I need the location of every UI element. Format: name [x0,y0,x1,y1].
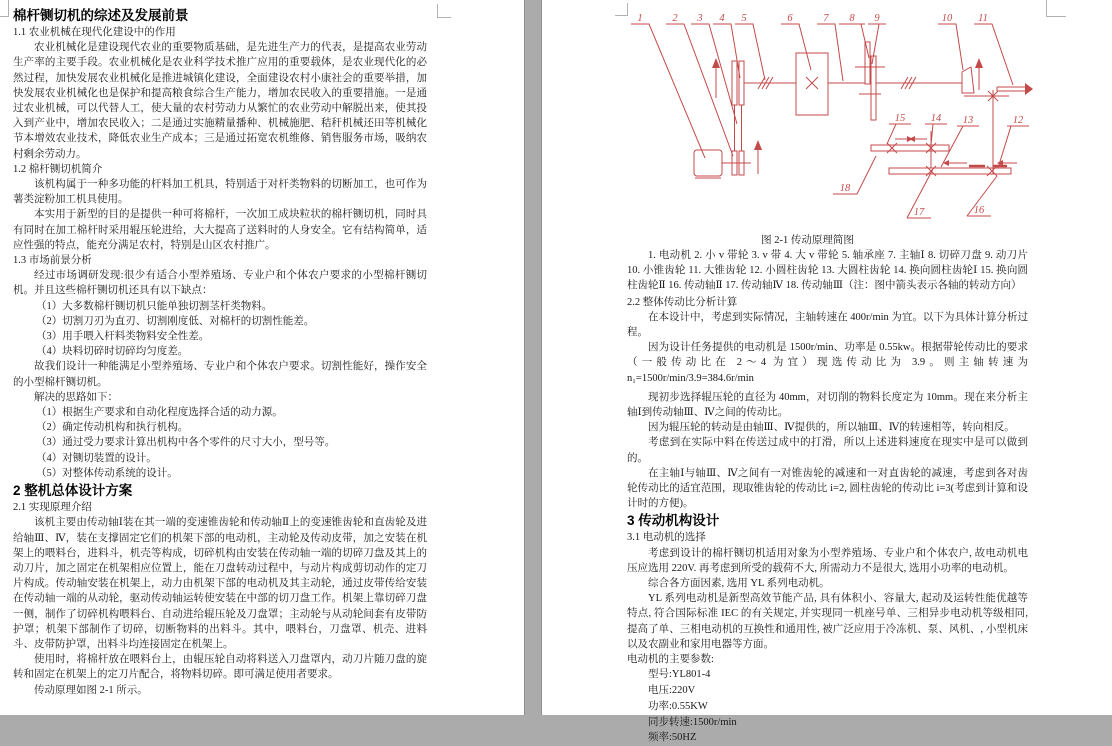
part-label: 17 [913,207,925,218]
list-item: （5）对整体传动系统的设计。 [36,467,178,479]
section-heading: 2.1 实现原理介绍 [13,502,92,514]
part-label: 6 [787,13,793,24]
motor-params-heading: 电动机的主要参数: [627,654,714,666]
spec-voltage: 电压:220V [648,685,696,697]
page-gap [524,0,542,715]
transmission-diagram [619,6,1061,233]
chapter-1-heading: 棉杆铡切机的综述及发展前景 [13,8,189,23]
spec-frequency: 频率:50HZ [648,732,697,744]
part-label: 18 [839,183,851,194]
chapter-3-heading: 3 传动机构设计 [627,513,720,529]
figure-arrowheads [712,58,1033,166]
spec-model: 型号:YL801-4 [648,669,711,681]
part-label: 3 [697,13,703,24]
paragraph: 使用时，将棉杆放在喂料台上，由辊压轮自动将料送入刀盘罩内，动刀片随刀盘的旋转和固定在机架上的定刀片配合，将物料切碎。即可满足使用者要求。 [13,654,427,681]
part-label: 8 [849,13,855,24]
list-item: （4）块料切碎时切碎均匀度差。 [36,346,189,358]
section-heading: 1.3 市场前景分析 [13,255,92,267]
part-label: 1 [637,13,643,24]
section-heading: 1.1 农业机械在现代化建设中的作用 [13,27,176,38]
paragraph: 因为辊压轮的转动是由轴Ⅲ、Ⅳ提供的，所以轴Ⅲ、Ⅳ的转速相等，转向相反。 [648,422,1015,434]
part-label: 15 [894,113,906,124]
part-label: 11 [978,13,988,24]
text-boundary-mark [0,0,9,17]
document-page-right[interactable] [542,0,1112,744]
paragraph: 考虑到设计的棉杆铡切机适用对象为小型养殖场、专业户和个体农户, 故电动机电压应选用 220V. 再考虑到所受的载荷不大, 所需动力不是很大, 选用小功率的电动机。 [627,547,1028,574]
list-item: （1）大多数棉杆铡切机只能单独切割茎杆类物料。 [36,300,273,312]
paragraph: 现初步选择辊压轮的直径为 40mm，对切削的物料长度定为 10mm。现在来分析主轴Ⅰ到传动轴Ⅲ、Ⅳ之间的传动比。 [627,391,1028,419]
part-label: 12 [1012,115,1024,126]
list-item: （2）确定传动机构和执行机构。 [36,422,189,434]
part-label: 10 [941,13,953,24]
figure-legend: 1. 电动机 2. 小 v 带轮 3. v 带 4. 大 v 带轮 5. 轴承座 7. 主轴Ⅰ 8. 切碎刀盘 9. 动刀片 10. 小锥齿轮 11. 大锥齿轮 12. 小圆柱齿轮 13. 大圆柱齿轮 14. 换向圆柱齿轮Ⅰ 15. 换向圆柱齿轮Ⅱ 16. 传动轴Ⅱ 17. 传动轴Ⅳ 18. 传动轴Ⅲ（注：图中箭头表示各轴的转动方向） [627,250,1028,292]
list-item: （4）对铡切装置的设计。 [36,452,157,464]
part-label: 4 [719,13,725,24]
paragraph: 综合各方面因素, 选用 YL 系列电动机。 [648,578,830,590]
paragraph-with-formula: 因为设计任务提供的电动机是 1500r/min、功率是 0.55kw。根据带轮传动比的要求（一般传动比在 2～4 为宜）现选传动比为 3.9。则主轴转速为 n₁=1500r/min/3.9=384.6r/min [627,342,1028,384]
list-item: （3）用手喂入杆料类物料安全性差。 [36,331,210,343]
section-heading: 2.2 整体传动比分析计算 [627,296,738,308]
paragraph: 农业机械化是建设现代农业的重要物质基础，是先进生产力的代表，是提高农业劳动生产率的主要手段。农业机械化是农业科学技术推广应用的重要载体，是农业现代化的必然过程，加快发展农业机械化是推进城镇化建设，全面建设农村小康社会的重要举措，加快发展农业机械化也是保护和提高粮食综合生产能力，增加农民收入的重要措施。一是通过农业机械，可以代替人工，使大量的农村劳动力从繁忙的农业劳动中解脱出来，使其投入到产业中，增加农民收入；二是通过实施精量播种、机械施肥、秸秆机械还田等机械化节本增效农业技术，降低农业生产成本；三是通过拓宽农机维修、销售服务市场，吸纳农村剩余劳动力。 [13,42,427,160]
figure-2-1 [619,6,1061,233]
part-label: 16 [973,205,985,216]
paragraph: YL 系列电动机是新型高效节能产品, 具有体积小、容量大, 起动及运转性能优越等特点, 符合国际标准 IEC 的有关规定, 并实现同一机座号单、三相异步电动机等级相同, 提高了单、三相电动机的互换性和通用性, 被广泛应用于冷冻机、泵、风机、, 小型机床以及农副业和家用电器等方面。 [627,593,1028,650]
spec-sync-speed: 同步转速:1500r/min [648,716,737,728]
figure-caption: 图 2-1 传动原理简图 [761,235,854,246]
paragraph: 传动原理如图 2-1 所示。 [34,684,148,696]
part-label: 5 [741,13,747,24]
paragraph: 该机主要由传动轴Ⅰ装在其一端的变速锥齿轮和传动轴Ⅱ上的变速锥齿轮和直齿轮及进给轴Ⅲ、Ⅳ，装在支撑固定它们的机架下部的电动机，主动轮及传动皮带，加之安装在机架上的喂料台，进料斗，机壳等构成，切碎机构由安装在传动轴一端的切碎刀盘及其上的动刀片，加之固定在机架相应位置上，能在刀盘转动过程中，与动片构成剪切动作的定刀片构成。传动轴安装在机架上，动力由机架下部的电动机及其主动轮，通过皮带传给安装在传动轴一端的从动轮，驱动传动轴运转使安装在中部的切刀盘工作。机架上靠切碎刀盘一侧，制作了切碎机构喂料台、自动进给辊压轮及刀盘罩；主动轮与从动轮间套有皮带防护罩；机架下部制作了切碎，切断物料的出料斗。其中，喂料台，刀盘罩、机壳、进料斗、皮带防护罩，出料斗均连接固定在机架上。 [13,517,427,650]
paragraph: 考虑到在实际中料在传送过成中的打滑，所以上述进料速度在现实中是可以做到的。 [627,437,1028,464]
section-heading: 3.1 电动机的选择 [627,532,706,544]
paragraph: 解决的思路如下： [34,391,118,403]
document-page-left[interactable] [0,0,524,715]
part-label: 7 [823,13,829,24]
paragraph: 在本设计中，考虑到实际情况，主轴转速在 400r/min 为宜。以下为具体计算分析过程。 [627,311,1028,339]
list-item: （1）根据生产要求和自动化程度选择合适的动力源。 [36,407,283,419]
part-label: 2 [672,13,678,24]
paragraph: 经过市场调研发现:很少有适合小型养殖场、专业户和个体农户要求的小型棉杆铡切机。并且这些棉杆铡切机还具有以下缺点： [13,270,427,297]
paragraph: 本实用于新型的目的是提供一种可将棉杆，一次加工成块粒状的棉杆铡切机，同时具有同时在加工棉杆时采用辊压轮进给，大大提高了送料时的人身安全。它有结构简单，适应性强的特点，能充分满足农村，特别是山区农村推广。 [13,209,427,251]
list-item: （3）通过受力要求计算出机构中各个零件的尺寸大小，型号等。 [36,437,336,449]
part-label: 9 [874,13,880,24]
text-boundary-mark [437,4,451,18]
paragraph: 在主轴Ⅰ与轴Ⅲ、Ⅳ之间有一对锥齿轮的减速和一对直齿轮的减速，考虑到各对齿轮传动比的适宜范围，现取锥齿轮的传动比 i=2, 圆柱齿轮的传动比 i=3(考虑到计算和设计时的方便)。 [627,467,1028,510]
paragraph: 故我们设计一种能满足小型养殖场、专业户和个体农户要求。切割性能好，操作安全的小型棉杆铡切机。 [13,361,427,388]
part-label: 14 [930,113,942,124]
spec-power: 功率:0.55KW [648,700,708,712]
part-label: 13 [962,115,974,126]
paragraph: 该机构属于一种多功能的杆料加工机具，特别适于对杆类物料的切断加工，也可作为薯类淀粉加工机具使用。 [13,179,427,206]
list-item: （2）切割刀刃为直刃、切割刚度低、对棉杆的切割性能差。 [36,315,315,327]
chapter-2-heading: 2 整机总体设计方案 [13,483,133,499]
figure-part-numbers [637,13,1024,218]
section-heading: 1.2 棉杆铡切机简介 [13,163,103,175]
